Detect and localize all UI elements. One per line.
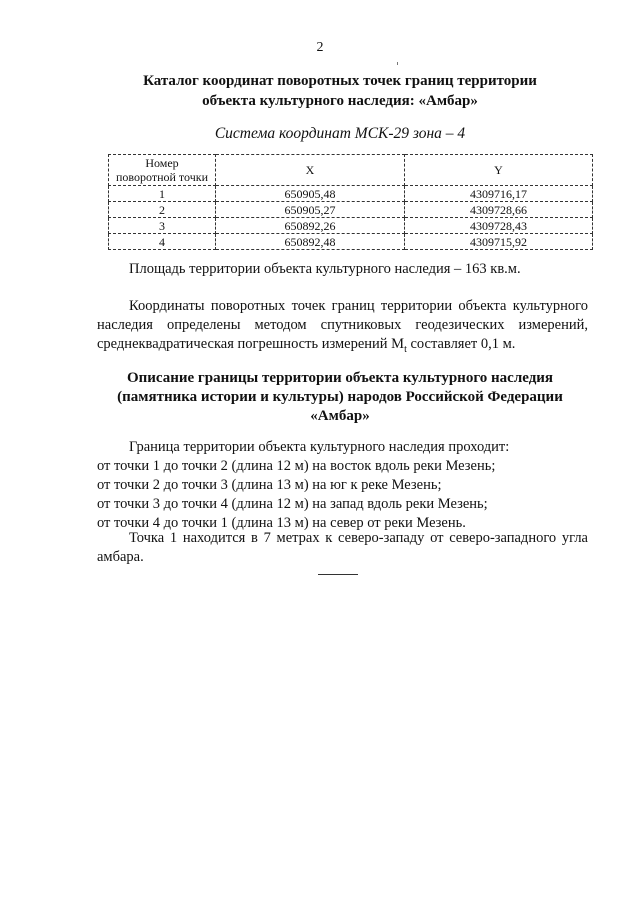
- catalog-title-line-1: Каталог координат поворотных точек границ территории: [143, 73, 537, 89]
- cell-x: 650905,48: [216, 186, 405, 202]
- boundary-segment: от точки 2 до точки 3 (длина 13 м) на юг к реке Мезень;: [97, 477, 442, 493]
- header-point-line-2: поворотной точки: [116, 170, 208, 184]
- boundary-title-line-1: Описание границы территории объекта культурного наследия: [126, 370, 554, 386]
- area-text: Площадь территории объекта культурного наследия – 163 кв.м.: [129, 261, 521, 277]
- table-row: [109, 234, 593, 250]
- note-subscript: t: [404, 343, 407, 355]
- boundary-segment: от точки 3 до точки 4 (длина 12 м) на запад вдоль реки Мезень;: [97, 496, 488, 512]
- boundary-title: [80, 369, 600, 426]
- header-point-line-1: Номер: [145, 156, 179, 170]
- table-header-row: [109, 155, 593, 186]
- table-row: [109, 186, 593, 202]
- header-x: X: [216, 155, 405, 186]
- cell-point: 2: [109, 202, 216, 218]
- coordinates-table: [108, 154, 593, 250]
- cell-point: 1: [109, 186, 216, 202]
- catalog-title: [80, 71, 600, 111]
- boundary-segment: от точки 1 до точки 2 (длина 12 м) на восток вдоль реки Мезень;: [97, 458, 496, 474]
- cell-y: 4309728,66: [405, 202, 593, 218]
- header-point-number: [109, 155, 216, 186]
- cell-x: 650892,48: [216, 234, 405, 250]
- cell-point: 3: [109, 218, 216, 234]
- boundary-description: [97, 438, 588, 533]
- cell-y: 4309715,92: [405, 234, 593, 250]
- cell-point: 4: [109, 234, 216, 250]
- cell-x: 650905,27: [216, 202, 405, 218]
- cell-y: 4309728,43: [405, 218, 593, 234]
- boundary-segment: от точки 4 до точки 1 (длина 13 м) на север от реки Мезень.: [97, 515, 466, 531]
- note-text-before: Координаты поворотных точек границ территории объекта культурного наследия определены методом спутниковых геодезических измерений, среднеквадратическая погрешность измерений M: [97, 298, 588, 352]
- table-row: [109, 218, 593, 234]
- header-y: Y: [405, 155, 593, 186]
- boundary-title-line-2: (памятника истории и культуры) народов Российской Федерации: [117, 389, 563, 405]
- table-row: [109, 202, 593, 218]
- catalog-title-line-2: объекта культурного наследия: «Амбар»: [202, 93, 478, 109]
- boundary-title-line-3: «Амбар»: [310, 408, 370, 424]
- note-text-after: составляет 0,1 м.: [406, 336, 516, 352]
- coordinate-system-caption: Система координат МСК-29 зона – 4: [214, 125, 466, 142]
- scan-speck: [397, 62, 398, 65]
- page-number: 2: [316, 40, 324, 55]
- coordinates-accuracy-note: [97, 297, 588, 359]
- boundary-intro: Граница территории объекта культурного наследия проходит:: [129, 439, 510, 455]
- cell-x: 650892,26: [216, 218, 405, 234]
- end-divider: [318, 574, 358, 575]
- cell-y: 4309716,17: [405, 186, 593, 202]
- point-location-note: Точка 1 находится в 7 метрах к северо-западу от северо-западного угла амбара.: [97, 530, 588, 565]
